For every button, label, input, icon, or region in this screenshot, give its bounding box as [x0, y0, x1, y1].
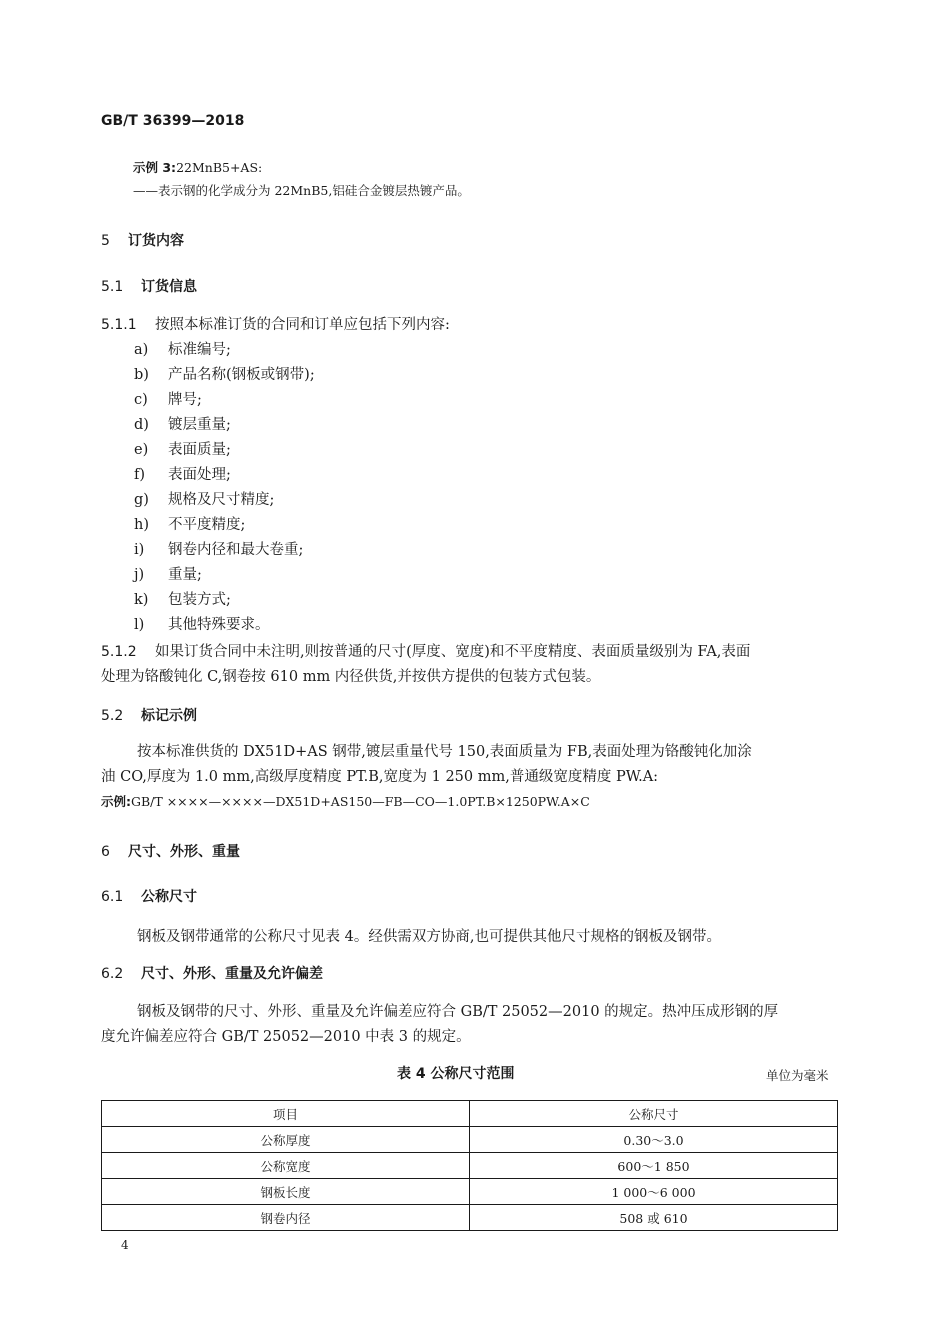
list-item: l) 其他特殊要求。 — [134, 617, 270, 633]
table-cell: 600～1 850 — [470, 1153, 838, 1179]
marking-example-text: GB/T ××××—××××—DX51D+AS150—FB—CO—1.0PT.B×1250PW.A×C — [131, 794, 590, 809]
table-row — [102, 1153, 838, 1179]
section-5-2-heading — [101, 705, 197, 725]
section-6-1-number: 6.1 — [101, 889, 124, 905]
table-cell: 公称厚度 — [102, 1127, 470, 1153]
marking-example — [101, 792, 590, 810]
section-6-2-title: 尺寸、外形、重量及允许偏差 — [141, 966, 323, 982]
section-6-2-heading — [101, 963, 323, 983]
section-5-1-number: 5.1 — [101, 279, 124, 295]
clause-5-1-1-text: 按照本标准订货的合同和订单应包括下列内容: — [155, 317, 450, 333]
table-header-cell: 项目 — [102, 1101, 470, 1127]
example-3-label: 示例 3: — [133, 160, 177, 175]
list-item: j) 重量; — [134, 567, 202, 583]
section-5-heading — [101, 230, 184, 250]
section-6-number: 6 — [101, 844, 110, 860]
table-cell: 公称宽度 — [102, 1153, 470, 1179]
example-3-code: 22MnB5+AS: — [176, 160, 263, 175]
example-3-description: ——表示钢的化学成分为 22MnB5,铝硅合金镀层热镀产品。 — [133, 183, 470, 198]
example-3 — [133, 158, 262, 176]
clause-5-1-1-number: 5.1.1 — [101, 317, 137, 333]
clause-5-1-1 — [101, 313, 450, 334]
table-row — [102, 1205, 838, 1231]
section-6-2-line2: 度允许偏差应符合 GB/T 25052—2010 中表 3 的规定。 — [101, 1029, 471, 1045]
standard-code-header: GB/T 36399—2018 — [101, 113, 245, 129]
list-item: a) 标准编号; — [134, 342, 231, 358]
list-item: f) 表面处理; — [134, 467, 231, 483]
list-item: e) 表面质量; — [134, 442, 231, 458]
section-6-heading — [101, 841, 240, 861]
list-item: k) 包装方式; — [134, 592, 231, 608]
table-cell: 钢板长度 — [102, 1179, 470, 1205]
clause-5-1-2-line2: 处理为铬酸钝化 C,钢卷按 610 mm 内径供货,并按供方提供的包装方式包装。 — [101, 669, 601, 685]
section-6-1-text: 钢板及钢带通常的公称尺寸见表 4。经供需双方协商,也可提供其他尺寸规格的钢板及钢带。 — [137, 929, 721, 945]
list-item: d) 镀层重量; — [134, 417, 231, 433]
section-6-1-heading — [101, 886, 197, 906]
table-header-cell: 公称尺寸 — [470, 1101, 838, 1127]
table-4-title: 表 4 公称尺寸范围 — [397, 1066, 515, 1082]
list-item: c) 牌号; — [134, 392, 202, 408]
list-item: b) 产品名称(钢板或钢带); — [134, 367, 315, 383]
section-5-title: 订货内容 — [128, 233, 184, 249]
section-6-title: 尺寸、外形、重量 — [128, 844, 240, 860]
section-6-2-line1: 钢板及钢带的尺寸、外形、重量及允许偏差应符合 GB/T 25052—2010 的规定。热冲压成形钢的厚 — [137, 1004, 779, 1020]
section-5-1-title: 订货信息 — [141, 279, 197, 295]
section-6-1-title: 公称尺寸 — [141, 889, 197, 905]
table-row — [102, 1179, 838, 1205]
clause-5-1-2-number: 5.1.2 — [101, 644, 137, 660]
marking-example-label: 示例: — [101, 794, 131, 809]
table-cell: 0.30～3.0 — [470, 1127, 838, 1153]
section-5-2-number: 5.2 — [101, 708, 124, 724]
clause-5-1-2-line1: 如果订货合同中未注明,则按普通的尺寸(厚度、宽度)和不平度精度、表面质量级别为 FA,表面 — [155, 644, 751, 660]
table-header-row — [102, 1101, 838, 1127]
section-5-number: 5 — [101, 233, 110, 249]
section-5-1-heading — [101, 276, 197, 296]
table-cell: 1 000～6 000 — [470, 1179, 838, 1205]
table-4 — [101, 1100, 838, 1231]
clause-5-1-2 — [101, 640, 750, 661]
table-row — [102, 1127, 838, 1153]
list-item: g) 规格及尺寸精度; — [134, 492, 275, 508]
table-cell: 508 或 610 — [470, 1205, 838, 1231]
page-number: 4 — [121, 1238, 129, 1252]
section-5-2-line2: 油 CO,厚度为 1.0 mm,高级厚度精度 PT.B,宽度为 1 250 mm,普通级宽度精度 PW.A: — [101, 769, 659, 785]
section-6-2-number: 6.2 — [101, 966, 124, 982]
table-cell: 钢卷内径 — [102, 1205, 470, 1231]
section-5-2-line1: 按本标准供货的 DX51D+AS 钢带,镀层重量代号 150,表面质量为 FB,表面处理为铬酸钝化加涂 — [137, 744, 752, 760]
section-5-2-title: 标记示例 — [141, 708, 197, 724]
list-item: i) 钢卷内径和最大卷重; — [134, 542, 304, 558]
list-item: h) 不平度精度; — [134, 517, 246, 533]
table-4-unit: 单位为毫米 — [766, 1068, 829, 1083]
